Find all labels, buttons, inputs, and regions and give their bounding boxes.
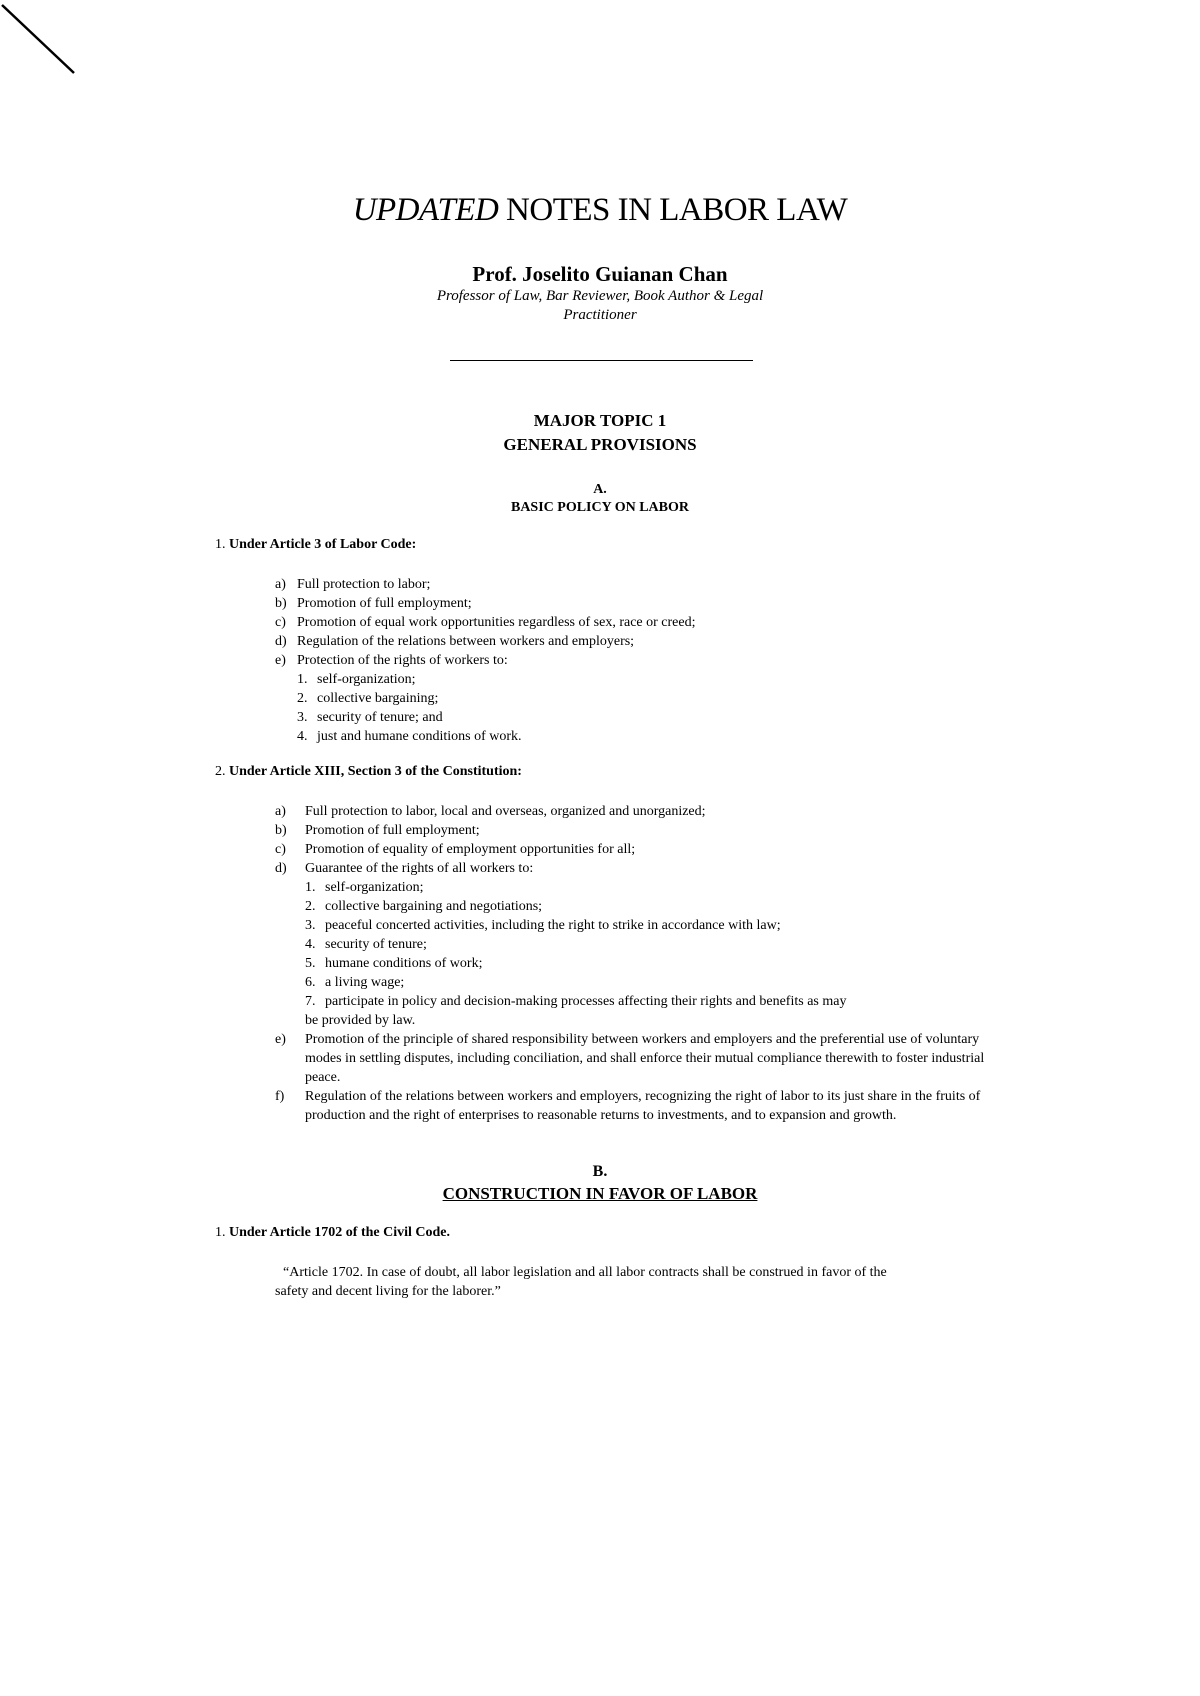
- sub-list-item: [305, 935, 995, 954]
- sub-list-item-text: collective bargaining and negotiations;: [325, 899, 543, 914]
- part-number: 1.: [215, 1225, 226, 1240]
- section-a-title: BASIC POLICY ON LABOR: [510, 500, 689, 515]
- sub-list-item: [275, 727, 696, 746]
- list-item-text: Guarantee of the rights of all workers to:: [305, 861, 534, 876]
- list-marker: e): [275, 653, 286, 668]
- list-marker: e): [275, 1032, 286, 1047]
- sub-list-marker: 3.: [305, 918, 316, 933]
- part-heading-text: Under Article 1702 of the Civil Code.: [229, 1225, 450, 1240]
- sub-list-marker: 4.: [297, 729, 308, 744]
- list-marker: c): [275, 842, 286, 857]
- sub-list-item-text: participate in policy and decision-making processes affecting their rights and benefits as may: [325, 994, 847, 1009]
- list-marker: a): [275, 804, 286, 819]
- sub-list-marker: 6.: [305, 975, 316, 990]
- list-marker: c): [275, 615, 286, 630]
- sub-list-marker: 4.: [305, 937, 316, 952]
- sub-list-item: [305, 897, 995, 916]
- author-role: [380, 287, 820, 325]
- list-item: [275, 802, 995, 821]
- title-rest: NOTES IN LABOR LAW: [498, 192, 848, 228]
- list-marker: a): [275, 577, 286, 592]
- sub-list-item-continuation: be provided by law.: [305, 1013, 416, 1028]
- list-item: [275, 1030, 995, 1087]
- part-heading-text: Under Article XIII, Section 3 of the Constitution:: [229, 764, 522, 779]
- sub-list-item-text: just and humane conditions of work.: [317, 729, 522, 744]
- list-item-text: Promotion of full employment;: [305, 823, 480, 838]
- part-number: 2.: [215, 764, 226, 779]
- list-item: [275, 613, 696, 632]
- list-marker: d): [275, 861, 287, 876]
- document-title: [0, 192, 1200, 229]
- list-item: [275, 575, 696, 594]
- sub-list-item: [305, 878, 995, 897]
- sub-list-item-text: security of tenure; and: [317, 710, 443, 725]
- list-item-text: Promotion of the principle of shared responsibility between workers and employers and the preferential use of voluntary modes in settling disputes, including conciliation, and shall enforce their mutual compliance therewith to foster industrial peace.: [305, 1032, 985, 1085]
- list-marker: b): [275, 596, 287, 611]
- list-item-text: Promotion of full employment;: [297, 596, 472, 611]
- section-a-part2-heading: [215, 764, 522, 780]
- section-b-title: CONSTRUCTION IN FAVOR OF LABOR: [442, 1184, 758, 1203]
- section-b-part1-heading: [215, 1225, 450, 1241]
- sub-list-item-text: security of tenure;: [325, 937, 427, 952]
- list-item-text: Full protection to labor, local and overseas, organized and unorganized;: [305, 804, 706, 819]
- list-item-text: Promotion of equal work opportunities regardless of sex, race or creed;: [297, 615, 696, 630]
- section-a-letter: A.: [593, 482, 607, 497]
- list-marker: d): [275, 634, 287, 649]
- author-name: Prof. Joselito Guianan Chan: [472, 262, 728, 286]
- sub-list-item: [305, 954, 995, 973]
- sub-list-marker: 1.: [297, 672, 308, 687]
- list-item-text: Regulation of the relations between workers and employers;: [297, 634, 635, 649]
- author-role-line2: Practitioner: [563, 307, 637, 323]
- title-italic: UPDATED: [352, 192, 499, 228]
- sub-list-item-text: humane conditions of work;: [325, 956, 483, 971]
- list-item: [275, 632, 696, 651]
- section-b-letter: B.: [592, 1163, 608, 1180]
- article-1702-quote: “Article 1702. In case of doubt, all labor legislation and all labor contracts shall be construed in favor of the safety and decent living for the laborer.”: [275, 1265, 887, 1299]
- sub-list-marker: 3.: [297, 710, 308, 725]
- sub-list-marker: 7.: [305, 994, 316, 1009]
- major-topic-title: GENERAL PROVISIONS: [503, 435, 697, 454]
- corner-mark: [0, 0, 80, 80]
- list-marker: f): [275, 1089, 285, 1104]
- sub-list-item-text: self-organization;: [325, 880, 424, 895]
- labor-code-policy-list: [275, 575, 696, 746]
- sub-list-item: [305, 916, 995, 935]
- sub-list-marker: 2.: [305, 899, 316, 914]
- sub-list-item: [275, 689, 696, 708]
- sub-list-item: [305, 973, 995, 992]
- major-topic-label: MAJOR TOPIC 1: [533, 411, 667, 430]
- list-item-text: Full protection to labor;: [297, 577, 431, 592]
- title-divider: [450, 360, 753, 361]
- list-item-text: Regulation of the relations between workers and employers, recognizing the right of labor to its just share in the fruits of production and the right of enterprises to reasonable returns to investments, and to expansion and growth.: [305, 1089, 981, 1123]
- list-item-text: Promotion of equality of employment opportunities for all;: [305, 842, 636, 857]
- list-item-text: Protection of the rights of workers to:: [297, 653, 508, 668]
- sub-list-item-text: peaceful concerted activities, including the right to strike in accordance with law;: [325, 918, 781, 933]
- sub-list-item-text: a living wage;: [325, 975, 405, 990]
- list-item: [275, 651, 696, 670]
- sub-list-item-text: self-organization;: [317, 672, 416, 687]
- part-number: 1.: [215, 537, 226, 552]
- sub-list-marker: 1.: [305, 880, 316, 895]
- sub-list-item: [305, 992, 995, 1011]
- section-a-part1-heading: [215, 537, 416, 553]
- list-item: [275, 1087, 995, 1125]
- sub-list-item-text: collective bargaining;: [317, 691, 439, 706]
- list-item: [275, 859, 995, 1030]
- constitution-policy-list: [275, 802, 995, 1125]
- list-marker: b): [275, 823, 287, 838]
- sub-list-marker: 2.: [297, 691, 308, 706]
- list-item: [275, 594, 696, 613]
- author-role-line1: Professor of Law, Bar Reviewer, Book Author & Legal: [436, 288, 764, 304]
- major-topic-heading: [0, 409, 1200, 457]
- list-item: [275, 840, 995, 859]
- part-heading-text: Under Article 3 of Labor Code:: [229, 537, 417, 552]
- list-item: [275, 821, 995, 840]
- sub-list-item: [275, 670, 696, 689]
- sub-list-item: [275, 708, 696, 727]
- sub-list-marker: 5.: [305, 956, 316, 971]
